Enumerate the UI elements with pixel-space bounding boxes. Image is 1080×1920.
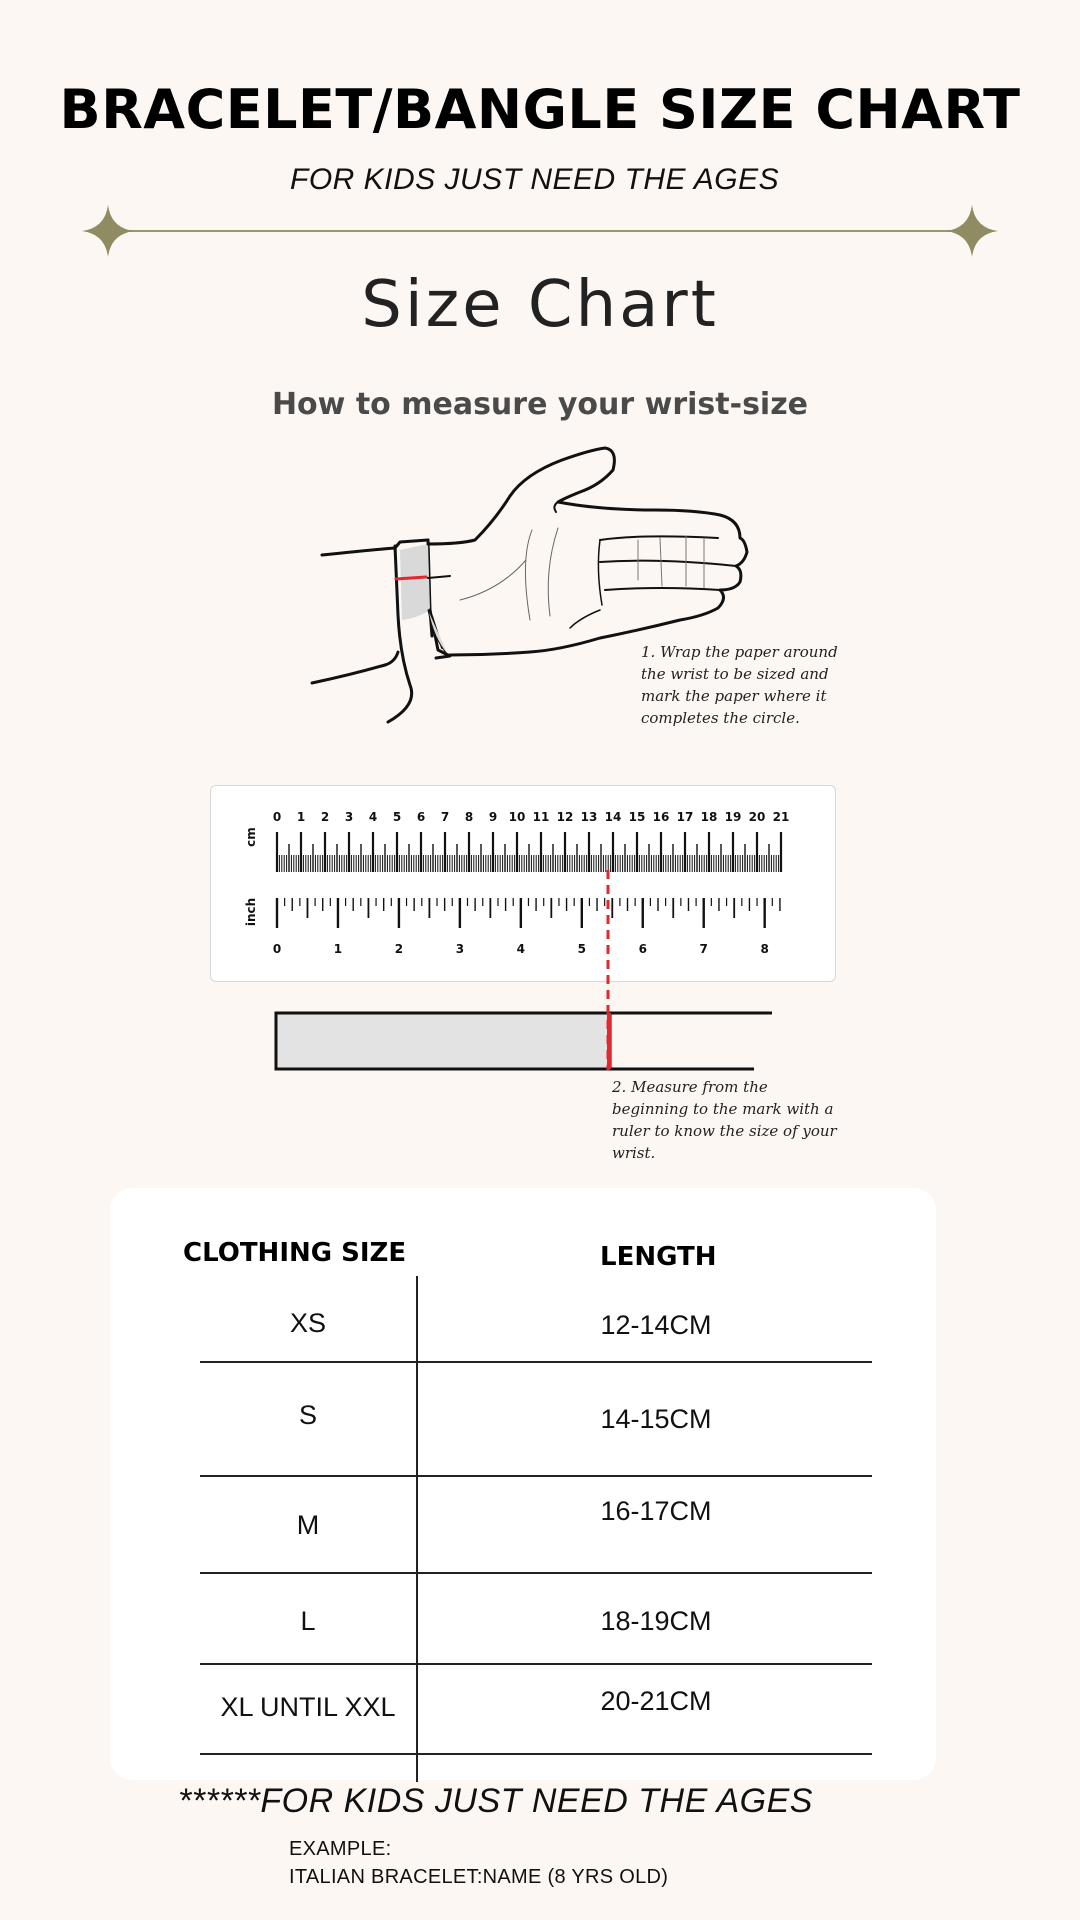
row-divider bbox=[200, 1572, 872, 1574]
inch-tick-label: 5 bbox=[577, 942, 586, 956]
cm-tick-label: 10 bbox=[508, 810, 526, 824]
inch-tick-label: 7 bbox=[699, 942, 708, 956]
inch-scale bbox=[273, 898, 780, 956]
star-divider bbox=[80, 200, 1000, 260]
inch-tick-label: 2 bbox=[394, 942, 404, 956]
table-cell-length: 20-21CM bbox=[600, 1686, 712, 1716]
cm-tick-label: 0 bbox=[272, 810, 282, 824]
cm-tick-label: 15 bbox=[628, 810, 646, 824]
example-label: EXAMPLE: bbox=[289, 1838, 392, 1860]
cm-tick-label: 21 bbox=[772, 810, 790, 824]
cm-tick-label: 13 bbox=[580, 810, 598, 824]
table-cell-size: M bbox=[296, 1510, 320, 1540]
cm-tick-label: 8 bbox=[464, 810, 474, 824]
cm-tick-label: 18 bbox=[700, 810, 718, 824]
table-cell-length: 16-17CM bbox=[600, 1496, 712, 1526]
row-divider bbox=[200, 1475, 872, 1477]
cm-tick-label: 4 bbox=[368, 810, 378, 824]
footer-note: ******FOR KIDS JUST NEED THE AGES bbox=[178, 1782, 813, 1820]
row-divider bbox=[200, 1361, 872, 1363]
cm-tick-label: 12 bbox=[556, 810, 574, 824]
measure-heading: How to measure your wrist-size bbox=[271, 387, 809, 422]
page-title: BRACELET/BANGLE SIZE CHART bbox=[59, 78, 1021, 141]
table-column-divider bbox=[416, 1276, 418, 1782]
inch-tick-label: 6 bbox=[638, 942, 647, 956]
table-cell-size: L bbox=[300, 1606, 316, 1636]
column-header-length: LENGTH bbox=[600, 1242, 717, 1272]
cm-tick-label: 11 bbox=[532, 810, 550, 824]
table-cell-length: 14-15CM bbox=[600, 1404, 712, 1434]
inch-tick-label: 0 bbox=[272, 942, 282, 956]
table-cell-size: XL UNTIL XXL bbox=[220, 1692, 396, 1722]
inch-tick-label: 3 bbox=[455, 942, 465, 956]
column-header-size: CLOTHING SIZE bbox=[183, 1238, 407, 1268]
cm-tick-label: 3 bbox=[344, 810, 354, 824]
cm-tick-label: 2 bbox=[320, 810, 330, 824]
size-chart-heading: Size Chart bbox=[361, 268, 719, 342]
cm-tick-label: 9 bbox=[488, 810, 498, 824]
inch-tick-label: 1 bbox=[333, 942, 343, 956]
sparkle-icon-left bbox=[82, 205, 134, 257]
cm-tick-label: 14 bbox=[604, 810, 622, 824]
cm-scale bbox=[273, 810, 790, 872]
cm-tick-label: 19 bbox=[724, 810, 742, 824]
page-subtitle: FOR KIDS JUST NEED THE AGES bbox=[290, 163, 780, 196]
inch-tick-label: 4 bbox=[516, 942, 526, 956]
table-cell-length: 18-19CM bbox=[600, 1606, 712, 1636]
row-divider bbox=[200, 1663, 872, 1665]
cm-tick-label: 6 bbox=[416, 810, 426, 824]
step-1-note: 1. Wrap the paper around the wrist to be sized and mark the paper where it completes the circle. bbox=[641, 643, 838, 727]
example-text: ITALIAN BRACELET:NAME (8 YRS OLD) bbox=[289, 1866, 669, 1888]
table-cell-length: 12-14CM bbox=[600, 1310, 712, 1340]
cm-tick-label: 20 bbox=[748, 810, 766, 824]
cm-tick-label: 16 bbox=[652, 810, 670, 824]
sparkle-icon-right bbox=[946, 205, 998, 257]
table-cell-size: S bbox=[298, 1400, 317, 1430]
table-cell-size: XS bbox=[289, 1308, 327, 1338]
cm-tick-label: 7 bbox=[440, 810, 450, 824]
cm-unit-label: cm bbox=[244, 827, 258, 847]
inch-unit-label: inch bbox=[244, 897, 258, 927]
row-divider bbox=[200, 1753, 872, 1755]
cm-tick-label: 1 bbox=[296, 810, 306, 824]
measure-mark-line bbox=[606, 870, 610, 1070]
ruler bbox=[210, 785, 834, 980]
cm-tick-label: 17 bbox=[676, 810, 694, 824]
step-2-note: 2. Measure from the beginning to the mark with a ruler to know the size of your wrist. bbox=[612, 1078, 837, 1162]
paper-strip bbox=[272, 1005, 782, 1075]
cm-tick-label: 5 bbox=[392, 810, 402, 824]
inch-tick-label: 8 bbox=[760, 942, 769, 956]
